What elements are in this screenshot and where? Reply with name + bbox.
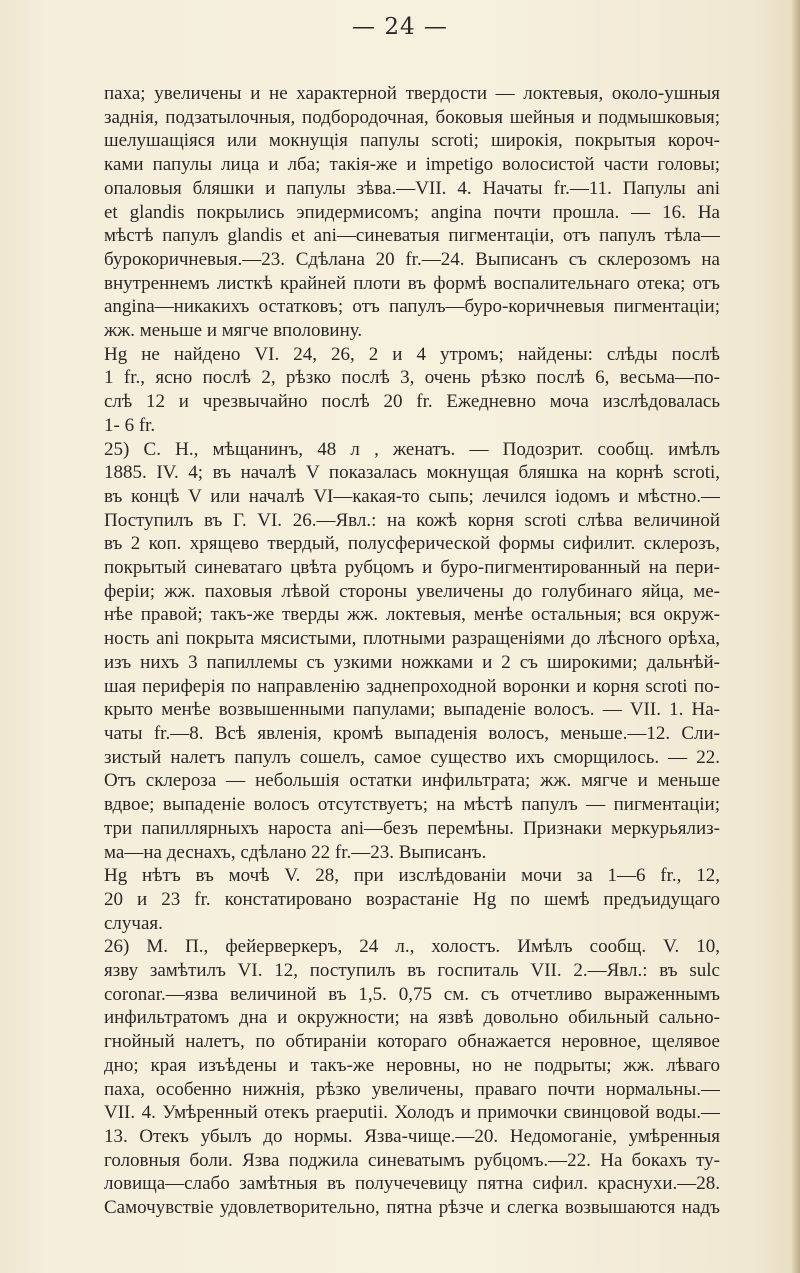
text-line: дно; края изъѣдены и такъ-же неровны, но не подрыты; жж. лѣваго (104, 1054, 720, 1076)
text-line: 25) С. Н., мѣщанинъ, 48 л , женатъ. — Подозрит. сообщ. имѣлъ (104, 438, 720, 460)
text-line: феріи; жж. паховыя лѣвой стороны увеличены до голубинаго яйца, ме- (104, 580, 720, 602)
text-line: et glandis покрылись эпидермисомъ; angina почти прошла. — 16. На (104, 201, 720, 223)
text-line: покрытый синеватаго цвѣта рубцомъ и буро-пигментированный на пери- (104, 557, 720, 579)
text-line: 1 fr., ясно послѣ 2, рѣзко послѣ 3, очень рѣзко послѣ 6, весьма—по- (104, 367, 720, 389)
page-spine-shadow (791, 0, 800, 1273)
text-line: шая периферія по направленію заднепроходной воронки и корня scroti по- (104, 675, 720, 697)
text-line: 26) М. П., фейерверкеръ, 24 л., холостъ. Имѣлъ сообщ. V. 10, (104, 936, 720, 958)
text-line: 13. Отекъ убылъ до нормы. Язва-чище.—20. Недомоганіе, умѣренныя (104, 1125, 720, 1147)
text-line: паха; увеличены и не характерной твердости — локтевыя, около-ушныя (104, 83, 720, 104)
text-line: случая. (104, 912, 163, 934)
text-line: головныя боли. Язва поджила синеватымъ рубцомъ.—22. На бокахъ ту- (104, 1149, 720, 1171)
text-line: ками папулы лица и лба; такія-же и impetigo волосистой части головы; (104, 154, 720, 176)
text-line: инфильтратомъ дна и окружности; на язвѣ довольно обильный сально- (104, 1007, 720, 1029)
text-line: крыто менѣе возвышенными папулами; выпаденіе волосъ. — VII. 1. На- (104, 699, 720, 721)
text-line: заднія, подзатылочныя, подбородочная, боковыя шейныя и подмышковыя; (104, 106, 720, 128)
text-line: жж. меньше и мягче вполовину. (104, 320, 363, 342)
text-line: въ 2 коп. хрящево твердый, полусферической формы сифилит. склерозъ, (104, 533, 720, 555)
page-number: — 24 — (352, 14, 448, 40)
text-line: изъ нихъ 3 папиллемы съ узкими ножками и 2 съ широкими; дальнѣй- (104, 651, 720, 673)
text-line: бурокоричневыя.—23. Сдѣлана 20 fr.—24. Выписанъ съ склерозомъ на (104, 248, 720, 270)
text-line: 1- 6 fr. (104, 414, 156, 436)
text-line: въ концѣ V или началѣ VI—какая-то сыпь; лечился іодомъ и мѣстно.— (104, 485, 720, 507)
text-line: Hg нѣтъ въ мочѣ V. 28, при изслѣдованіи мочи за 1—6 fr., 12, (104, 865, 720, 887)
text-line: слѣ 12 и чрезвычайно послѣ 20 fr. Ежедневно моча изслѣдовалась (104, 391, 720, 413)
text-line: вдвое; выпаденіе волосъ отсутствуетъ; на мѣстѣ папулъ — пигментаціи; (104, 794, 720, 816)
text-line: 1885. IV. 4; въ началѣ V показалась мокнущая бляшка на корнѣ scroti, (104, 462, 720, 484)
text-line: Самочувствіе удовлетворительно, пятна рѣзче и слегка возвышаются надъ (104, 1197, 720, 1219)
text-line: ловища—слабо замѣтныя въ получечевицу пятна сифил. краснухи.—28. (104, 1173, 720, 1195)
text-line: чаты fr.—8. Всѣ явленія, кромѣ выпаденія волосъ, меньше.—12. Сли- (104, 722, 720, 744)
text-line: VII. 4. Умѣренный отекъ praeputii. Холодъ и примочки свинцовой воды.— (104, 1102, 720, 1124)
text-line: ность ani покрыта мясистыми, плотными разращеніями до лѣсного орѣха, (104, 628, 720, 650)
text-line: три папиллярныхъ нароста ani—безъ перемѣны. Признаки меркурьялиз- (104, 817, 720, 839)
text-line: Поступилъ въ Г. VI. 26.—Явл.: на кожѣ корня scroti слѣва величиной (104, 509, 720, 531)
text-line: 20 и 23 fr. констатировано возрастаніе Hg по шемѣ предъидущаго (104, 888, 720, 910)
text-line: шелушащіяся или мокнущія папулы scroti; широкія, покрытыя короч- (104, 130, 720, 152)
body-text (104, 82, 720, 1220)
text-line: зистый налетъ папулъ сошелъ, самое существо ихъ сморщилось. — 22. (104, 746, 720, 768)
text-line: coronar.—язва величиной въ 1,5. 0,75 см. съ отчетливо выраженнымъ (104, 983, 720, 1005)
text-line: Отъ склероза — небольшія остатки инфильтрата; жж. мягче и меньше (104, 770, 720, 792)
text-line: язву замѣтилъ VI. 12, поступилъ въ госпиталь VII. 2.—Явл.: въ sulc (104, 960, 720, 982)
text-line: ма—на деснахъ, сдѣлано 22 fr.—23. Выписанъ. (104, 841, 487, 863)
text-line: angina—никакихъ остатковъ; отъ папулъ—буро-коричневыя пигментаціи; (104, 296, 720, 318)
text-line: нѣе правой; такъ-же тверды жж. локтевыя, менѣе остальныя; вся окруж- (104, 604, 720, 626)
text-line: опаловыя бляшки и папулы зѣва.—VII. 4. Начаты fr.—11. Папулы ani (104, 177, 720, 199)
text-line: мѣстѣ папулъ glandis et ani—синеватыя пигментаціи, отъ папулъ тѣла— (104, 225, 720, 247)
text-line: внутреннемъ листкѣ крайней плоти въ формѣ воспалительнаго отека; отъ (104, 272, 720, 294)
text-line: паха, особенно нижнія, рѣзко увеличены, праваго почти нормальны.— (104, 1078, 720, 1100)
text-line: гнойный налетъ, по обтираніи котораго обнажается неровное, щелявое (104, 1031, 720, 1053)
text-line: Hg не найдено VI. 24, 26, 2 и 4 утромъ; найдены: слѣды послѣ (104, 343, 720, 365)
